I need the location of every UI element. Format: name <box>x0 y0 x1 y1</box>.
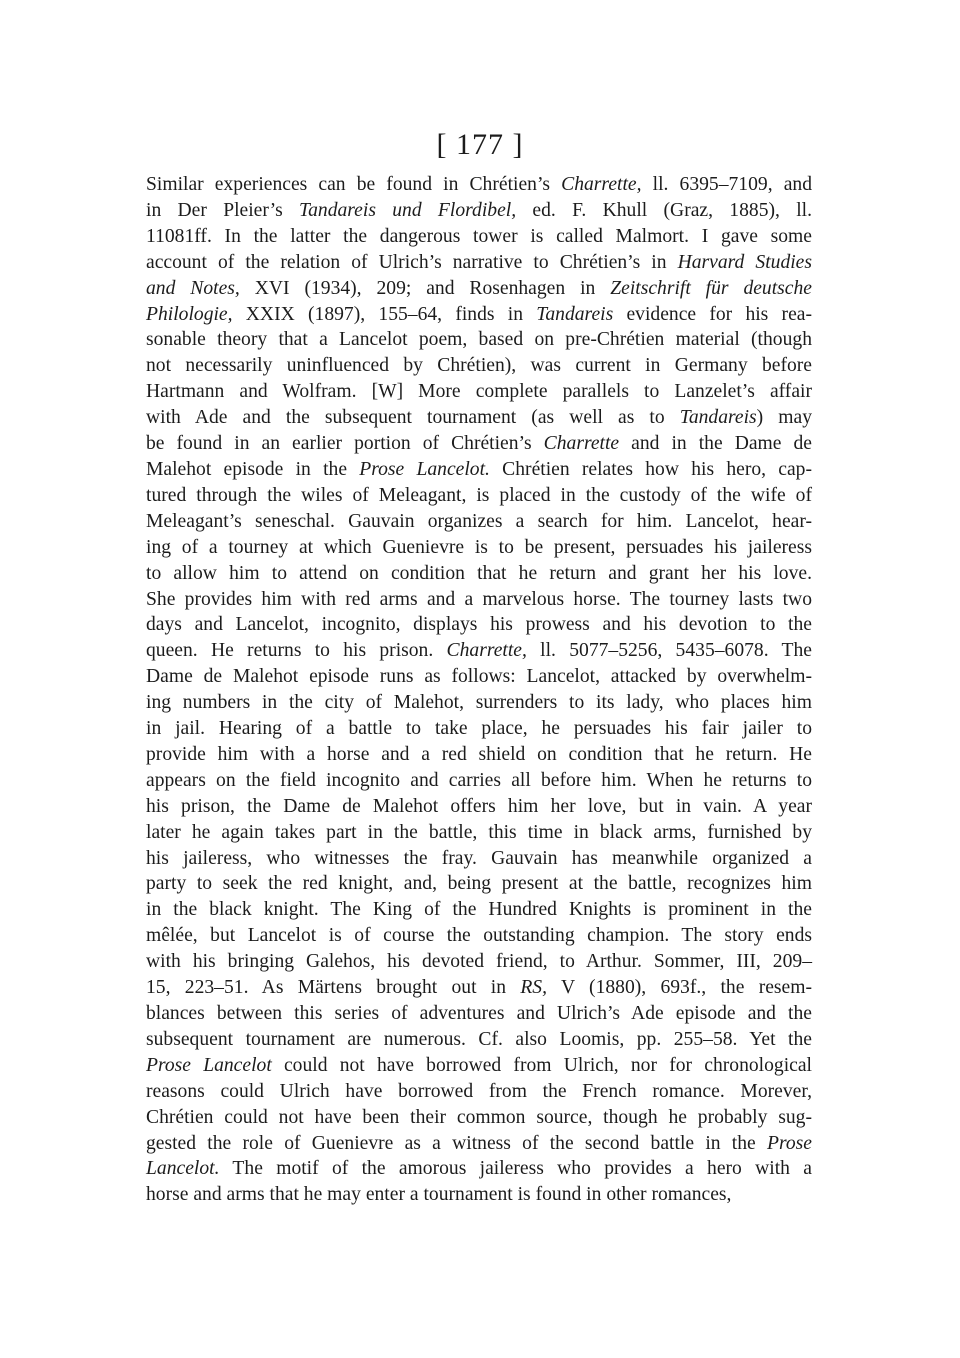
text-segment: in jail. Hearing of a battle to take place, he persuades his fair jailer to <box>146 718 812 740</box>
text-line <box>146 1001 812 1027</box>
text-line <box>146 768 812 794</box>
text-line <box>146 975 812 1001</box>
italic-text: Harvard Studies <box>677 251 813 273</box>
italic-text: Prose Lancelot <box>146 1054 272 1076</box>
text-line <box>146 897 812 923</box>
text-segment: blances between this series of adventures and Ulrich’s Ade episode and the <box>146 1003 812 1024</box>
italic-text: Tandareis <box>536 303 614 325</box>
text-segment: Chrétien relates how his hero, cap- <box>489 458 812 480</box>
italic-text: Philologie, <box>146 303 233 325</box>
text-line <box>146 716 812 742</box>
text-segment: queen. He returns to his prison. <box>146 640 447 662</box>
text-segment: with Ade and the subsequent tournament (as well as to <box>146 407 680 429</box>
text-line <box>146 871 812 897</box>
text-segment: tured through the wiles of Meleagant, is placed in the custody of the wife of <box>146 484 812 506</box>
italic-text: Charrette, <box>446 640 527 662</box>
page-number: [ 177 ] <box>436 128 524 161</box>
text-segment: ed. F. Khull (Graz, 1885), ll. <box>516 199 812 221</box>
text-segment: sonable theory that a Lancelot poem, based on pre-Chrétien material (though <box>146 329 812 351</box>
text-segment: in Der Pleier’s <box>146 199 299 221</box>
text-segment: Malehot episode in the <box>146 458 360 480</box>
text-line <box>146 1156 812 1182</box>
text-segment: not necessarily uninfluenced by Chrétien), was current in Germany before <box>146 355 812 377</box>
text-segment: his jaileress, who witnesses the fray. Gauvain has meanwhile organized a <box>146 847 812 869</box>
text-line <box>146 664 812 690</box>
text-line <box>146 561 812 587</box>
text-line <box>146 1079 812 1105</box>
text-line <box>146 820 812 846</box>
text-line <box>146 431 812 457</box>
text-line <box>146 457 812 483</box>
text-segment: could not have borrowed from Ulrich, nor for chronological <box>271 1054 812 1076</box>
text-line <box>146 250 812 276</box>
text-segment: ing of a tourney at which Guenievre is to be present, persuades his jaileress <box>146 536 812 558</box>
text-line <box>146 535 812 561</box>
text-line <box>146 742 812 768</box>
text-segment: Chrétien could not have been their common source, though he probably sug- <box>146 1106 812 1128</box>
italic-text: and Notes, <box>146 277 240 299</box>
italic-text: Lancelot. <box>146 1158 220 1180</box>
text-segment: ll. 5077–5256, 5435–6078. The <box>526 640 813 662</box>
text-segment: XXIX (1897), 155–64, finds in <box>232 303 537 325</box>
text-segment: mêlée, but Lancelot is of course the outstanding champion. The story ends <box>146 925 812 947</box>
text-segment: evidence for his rea- <box>613 303 813 325</box>
text-line <box>146 638 812 664</box>
text-line <box>146 1027 812 1053</box>
text-segment: subsequent tournament are numerous. Cf. also Loomis, pp. 255–58. Yet the <box>146 1028 812 1050</box>
text-segment: The motif of the amorous jaileress who provides a hero with a <box>219 1158 812 1180</box>
text-segment: his prison, the Dame de Malehot offers him her love, but in vain. A year <box>146 795 812 817</box>
text-segment: in the black knight. The King of the Hundred Knights is prominent in the <box>146 899 812 921</box>
text-line <box>146 405 812 431</box>
italic-text: Tandareis <box>679 407 757 429</box>
text-line <box>146 1182 812 1208</box>
italic-text: Tandareis und Flordibel, <box>299 199 517 221</box>
text-line <box>146 949 812 975</box>
text-line <box>146 846 812 872</box>
text-segment: Meleagant’s seneschal. Gauvain organizes a search for him. Lancelot, hear- <box>146 510 812 532</box>
text-segment: Dame de Malehot episode runs as follows: Lancelot, attacked by overwhelm- <box>146 666 812 688</box>
text-line <box>146 690 812 716</box>
text-line <box>146 1131 812 1157</box>
text-line <box>146 587 812 613</box>
italic-text: Charrette <box>543 433 620 455</box>
text-segment: 15, 223–51. As Märtens brought out in <box>146 977 521 999</box>
text-segment: and in the Dame de <box>619 433 813 455</box>
text-segment: provide him with a horse and a red shield on condition that he return. He <box>146 743 812 765</box>
italic-text: RS, <box>520 977 548 999</box>
text-line <box>146 1053 812 1079</box>
text-line <box>146 794 812 820</box>
text-line <box>146 172 812 198</box>
text-line <box>146 509 812 535</box>
text-segment: She provides him with red arms and a marvelous horse. The tourney lasts two <box>146 588 812 610</box>
text-segment: ll. 6395–7109, and <box>641 174 813 195</box>
text-segment: Similar experiences can be found in Chrétien’s <box>146 174 562 195</box>
text-segment: account of the relation of Ulrich’s narrative to Chrétien’s in <box>146 251 678 273</box>
body-text <box>146 172 812 1208</box>
text-segment: reasons could Ulrich have borrowed from the French romance. Morever, <box>146 1080 812 1102</box>
text-segment: later he again takes part in the battle, this time in black arms, furnished by <box>146 821 812 843</box>
italic-text: Zeitschrift für deutsche <box>610 277 812 299</box>
text-line <box>146 379 812 405</box>
text-segment: Hartmann and Wolfram. [W] More complete parallels to Lanzelet’s affair <box>146 381 812 403</box>
text-line <box>146 224 812 250</box>
text-segment: V (1880), 693f., the resem- <box>547 977 813 999</box>
text-segment: be found in an earlier portion of Chrétien’s <box>146 433 544 455</box>
text-line <box>146 1105 812 1131</box>
italic-text: Prose Lancelot. <box>359 458 490 480</box>
text-line <box>146 483 812 509</box>
text-segment: 11081ff. In the latter the dangerous tower is called Malmort. I gave some <box>146 225 812 247</box>
text-line <box>146 302 812 328</box>
text-segment: ) may <box>756 407 812 429</box>
italic-text: Prose <box>767 1132 812 1154</box>
text-line <box>146 327 812 353</box>
text-line <box>146 198 812 224</box>
text-segment: appears on the field incognito and carries all before him. When he returns to <box>146 769 812 791</box>
text-line <box>146 612 812 638</box>
text-segment: horse and arms that he may enter a tournament is found in other romances, <box>146 1184 732 1206</box>
text-segment: XVI (1934), 209; and Rosenhagen in <box>239 277 611 299</box>
text-segment: to allow him to attend on condition that he return and grant her his love. <box>146 562 812 584</box>
text-segment: ing numbers in the city of Malehot, surrenders to its lady, who places him <box>146 692 812 714</box>
text-segment: with his bringing Galehos, his devoted friend, to Arthur. Sommer, III, 209– <box>146 951 812 973</box>
text-line <box>146 276 812 302</box>
text-segment: party to seek the red knight, and, being present at the battle, recognizes him <box>146 873 812 895</box>
text-segment: gested the role of Guenievre as a witness of the second battle in the <box>146 1132 767 1154</box>
text-segment: days and Lancelot, incognito, displays his prowess and his devotion to the <box>146 614 812 636</box>
italic-text: Charrette, <box>561 174 642 195</box>
text-line <box>146 353 812 379</box>
text-line <box>146 923 812 949</box>
